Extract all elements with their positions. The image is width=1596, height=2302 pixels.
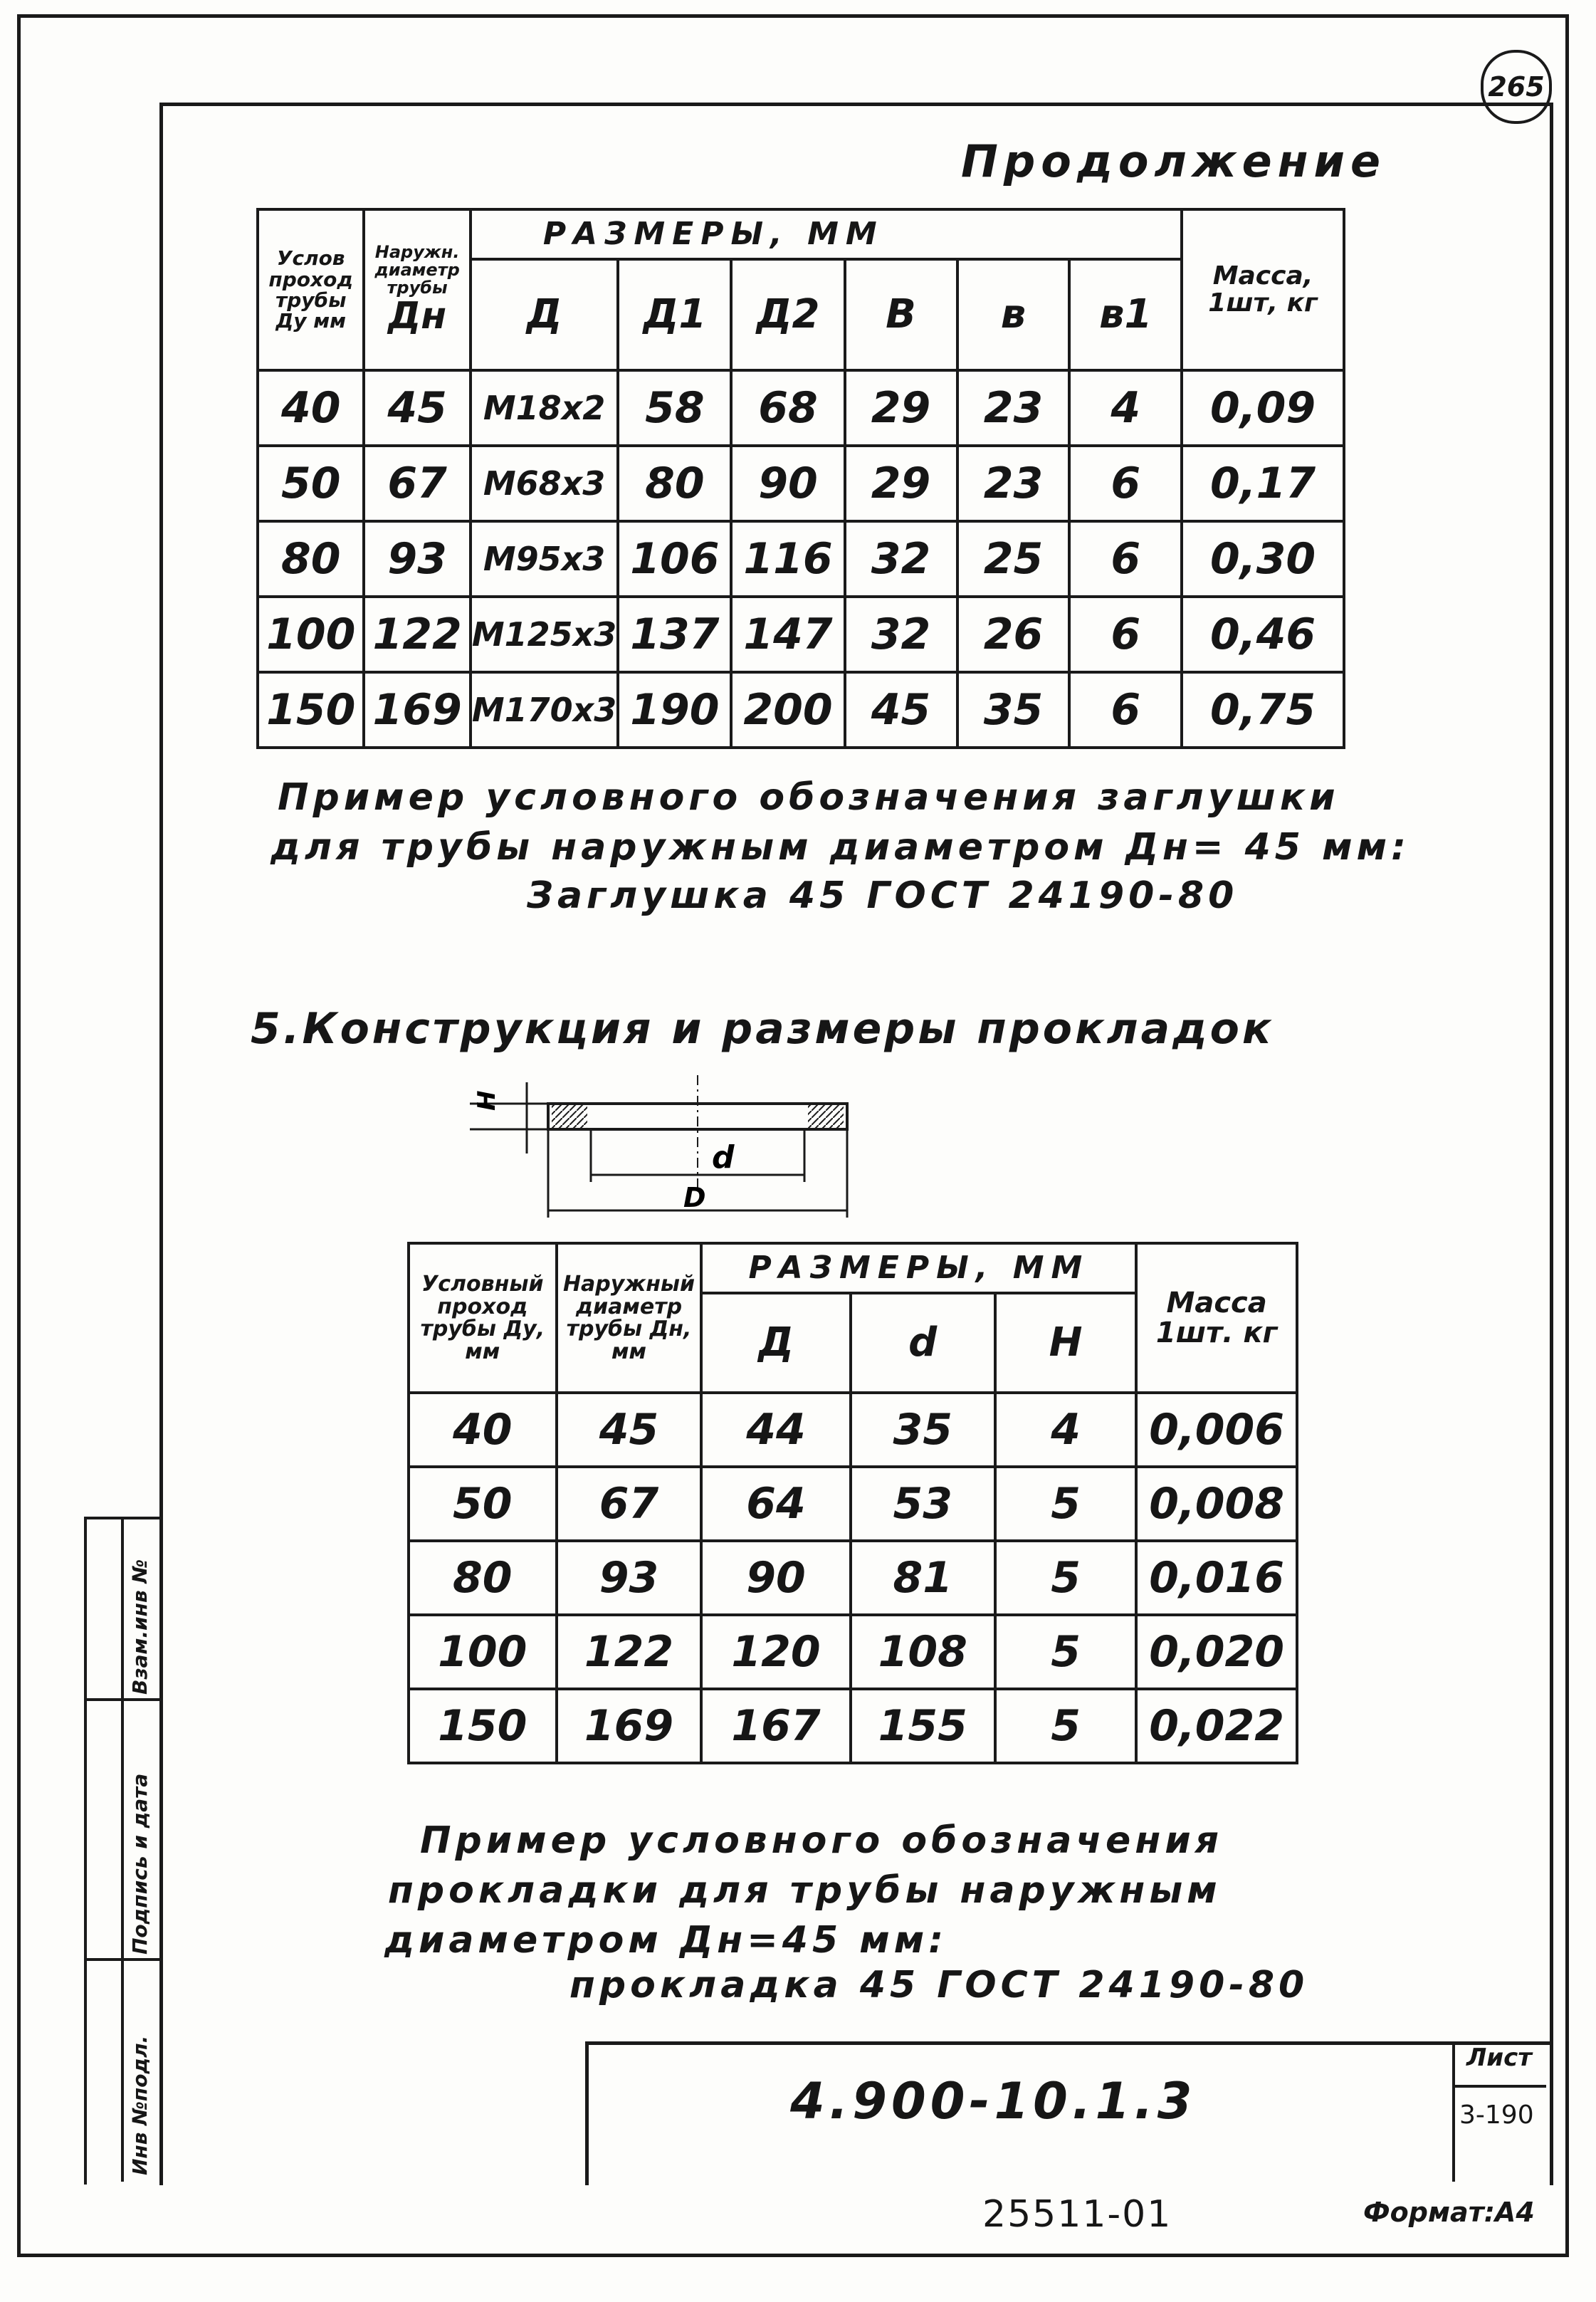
cell: 80	[258, 521, 364, 597]
cell: 0,09	[1182, 370, 1344, 446]
cell: 0,020	[1136, 1615, 1297, 1689]
cell: 29	[845, 370, 957, 446]
format-label: Формат:А4	[1363, 2197, 1535, 2228]
cell: 0,016	[1136, 1541, 1297, 1615]
label-h: Н	[473, 1090, 501, 1111]
cell: 80	[409, 1541, 557, 1615]
example1-line3: Заглушка 45 ГОСТ 24190-80	[527, 874, 1239, 917]
cell: 0,30	[1182, 521, 1344, 597]
cell: 67	[364, 446, 470, 521]
cell: 50	[258, 446, 364, 521]
header-sizes: РАЗМЕРЫ, ММ	[471, 209, 1182, 259]
header-sizes: РАЗМЕРЫ, ММ	[701, 1243, 1136, 1293]
cell: 81	[851, 1541, 995, 1615]
table-row	[409, 1689, 1297, 1763]
example1-line1: Пример условного обозначения заглушки	[278, 776, 1340, 819]
cell: 4	[995, 1393, 1136, 1467]
table-row	[258, 370, 1344, 446]
side-strip-separator	[84, 1698, 159, 1701]
cell: 80	[618, 446, 731, 521]
archive-number: 25511-01	[982, 2193, 1172, 2236]
gasket-dimensions-table	[407, 1242, 1298, 1764]
cell: 68	[731, 370, 844, 446]
cell: 40	[258, 370, 364, 446]
cell: 155	[851, 1689, 995, 1763]
table-row	[409, 1467, 1297, 1541]
cell: 169	[557, 1689, 702, 1763]
cell: 67	[557, 1467, 702, 1541]
header-dim: Д2	[731, 259, 844, 370]
table-row	[409, 1615, 1297, 1689]
cell: 25	[957, 521, 1070, 597]
cell: 150	[409, 1689, 557, 1763]
cell: 45	[557, 1393, 702, 1467]
cell: 190	[618, 672, 731, 748]
side-label-vzam: Взам.инв №	[128, 1559, 152, 1695]
side-label-inv: Инв №подл.	[128, 2035, 152, 2175]
header-dim: в	[957, 259, 1070, 370]
cell: 5	[995, 1689, 1136, 1763]
table-row	[409, 1393, 1297, 1467]
gasket-section-left	[552, 1105, 587, 1128]
cell: 0,75	[1182, 672, 1344, 748]
section5-heading: 5.Конструкция и размеры прокладок	[251, 1004, 1274, 1054]
example2-line3: диаметром Дн=45 мм:	[384, 1919, 948, 1962]
cell: 64	[701, 1467, 850, 1541]
cell: 0,46	[1182, 597, 1344, 672]
cell: 23	[957, 370, 1070, 446]
header-dim: в1	[1069, 259, 1182, 370]
cell: М95х3	[471, 521, 618, 597]
cell: 58	[618, 370, 731, 446]
document-code: 4.900-10.1.3	[790, 2072, 1197, 2130]
cell: 106	[618, 521, 731, 597]
cell: 93	[364, 521, 470, 597]
cell: 137	[618, 597, 731, 672]
header-mass: Масса, 1шт, кг	[1182, 209, 1344, 370]
cell: 100	[258, 597, 364, 672]
cell: 5	[995, 1615, 1136, 1689]
header-dim: Д	[471, 259, 618, 370]
cell: 93	[557, 1541, 702, 1615]
cell: М68х3	[471, 446, 618, 521]
plug-dimensions-table	[256, 208, 1345, 749]
cell: 90	[701, 1541, 850, 1615]
cell: М170х3	[471, 672, 618, 748]
header-dim: d	[851, 1293, 995, 1393]
header-nominal-bore: Услов проход трубы Ду мм	[258, 209, 364, 370]
gasket-drawing	[456, 1061, 940, 1232]
cell: 0,022	[1136, 1689, 1297, 1763]
table-row	[258, 446, 1344, 521]
cell: 5	[995, 1467, 1136, 1541]
cell: 6	[1069, 521, 1182, 597]
cell: 40	[409, 1393, 557, 1467]
continuation-title: Продолжение	[961, 135, 1387, 187]
table-row	[258, 597, 1344, 672]
label-d: d	[712, 1139, 735, 1176]
cell: 6	[1069, 597, 1182, 672]
header-dim: В	[845, 259, 957, 370]
header-dim: Д1	[618, 259, 731, 370]
cell: 32	[845, 597, 957, 672]
side-strip-separator	[84, 1958, 159, 1961]
sheet-label: Лист	[1466, 2044, 1532, 2072]
cell: 6	[1069, 446, 1182, 521]
sheet-box-divider	[1452, 2085, 1546, 2088]
cell: 45	[364, 370, 470, 446]
header-outer-diameter-symbol: Дн	[387, 295, 447, 338]
example2-line2: прокладки для трубы наружным	[388, 1869, 1222, 1912]
header-dim: Н	[995, 1293, 1136, 1393]
cell: 120	[701, 1615, 850, 1689]
side-label-podpis: Подпись и дата	[128, 1773, 152, 1955]
cell: 0,17	[1182, 446, 1344, 521]
cell: 26	[957, 597, 1070, 672]
cell: 6	[1069, 672, 1182, 748]
header-dim: Д	[701, 1293, 850, 1393]
cell: 122	[364, 597, 470, 672]
cell: 29	[845, 446, 957, 521]
header-mass: Масса 1шт. кг	[1136, 1243, 1297, 1393]
cell: 35	[851, 1393, 995, 1467]
label-D: D	[683, 1182, 706, 1213]
header-outer-diameter	[364, 209, 470, 370]
sheet-number: 265	[1481, 50, 1552, 124]
cell: М125х3	[471, 597, 618, 672]
cell: 150	[258, 672, 364, 748]
cell: 23	[957, 446, 1070, 521]
table-row	[409, 1541, 1297, 1615]
cell: 4	[1069, 370, 1182, 446]
cell: 32	[845, 521, 957, 597]
cell: 167	[701, 1689, 850, 1763]
cell: 50	[409, 1467, 557, 1541]
cell: 0,008	[1136, 1467, 1297, 1541]
example2-line1: Пример условного обозначения	[420, 1819, 1224, 1862]
header-outer-diameter-label: Наружн. диаметр трубы	[374, 241, 460, 298]
cell: 45	[845, 672, 957, 748]
cell: 53	[851, 1467, 995, 1541]
header-nominal-bore: Условный проход трубы Ду, мм	[409, 1243, 557, 1393]
cell: 122	[557, 1615, 702, 1689]
cell: 44	[701, 1393, 850, 1467]
cell: 147	[731, 597, 844, 672]
cell: 90	[731, 446, 844, 521]
cell: М18х2	[471, 370, 618, 446]
gasket-section-right	[808, 1105, 844, 1128]
cell: 108	[851, 1615, 995, 1689]
example2-line4: прокладка 45 ГОСТ 24190-80	[569, 1964, 1309, 2007]
example1-line2: для трубы наружным диаметром Дн= 45 мм:	[271, 826, 1410, 869]
cell: 169	[364, 672, 470, 748]
table-row	[258, 521, 1344, 597]
sheet-box-number: 3-190	[1459, 2100, 1534, 2130]
cell: 0,006	[1136, 1393, 1297, 1467]
table-row	[258, 672, 1344, 748]
cell: 35	[957, 672, 1070, 748]
cell: 200	[731, 672, 844, 748]
cell: 116	[731, 521, 844, 597]
cell: 100	[409, 1615, 557, 1689]
cell: 5	[995, 1541, 1136, 1615]
header-outer-diameter: Наружный диаметр трубы Дн, мм	[557, 1243, 702, 1393]
